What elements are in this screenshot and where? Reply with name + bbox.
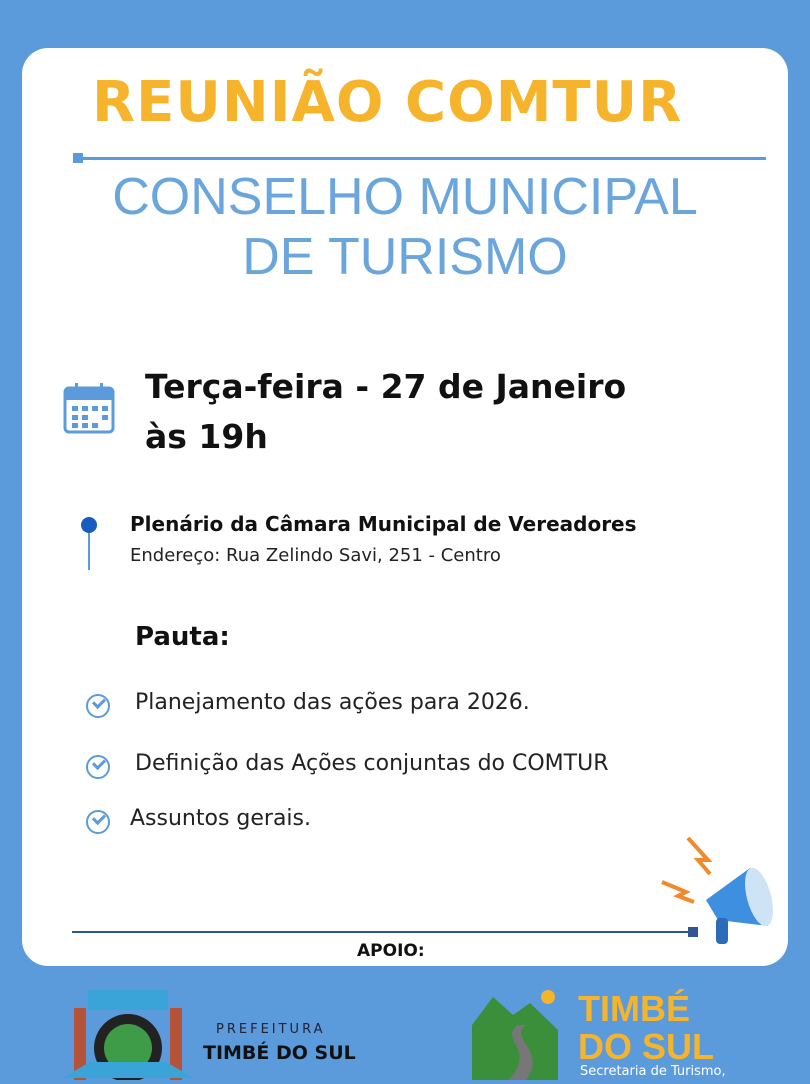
- prefeitura-coat-of-arms-logo: [60, 982, 195, 1080]
- agenda-item: Assuntos gerais.: [130, 806, 311, 831]
- event-place: Plenário da Câmara Municipal de Vereadores: [130, 512, 637, 536]
- event-address: Endereço: Rua Zelindo Savi, 251 - Centro: [130, 545, 501, 566]
- check-icon: [86, 755, 110, 779]
- date-line: Terça-feira - 27 de Janeiro: [145, 367, 627, 406]
- tourism-subtitle: Secretaria de Turismo,: [580, 1064, 726, 1079]
- time-line: às 19h: [145, 417, 268, 456]
- agenda-item: Planejamento das ações para 2026.: [135, 690, 530, 715]
- calendar-icon: [63, 382, 115, 434]
- tourism-logo-line1: TIMBÉ: [578, 988, 690, 1029]
- title: REUNIÃO COMTUR: [92, 70, 683, 135]
- divider: [78, 157, 766, 160]
- tourism-logo-line2: DO SUL: [578, 1026, 715, 1067]
- apoio-label: APOIO:: [357, 941, 425, 961]
- agenda-title: Pauta:: [135, 622, 230, 652]
- check-icon: [86, 810, 110, 834]
- prefeitura-label: PREFEITURA: [216, 1022, 326, 1037]
- event-date: [145, 362, 626, 462]
- location-pin-icon: [80, 516, 98, 572]
- footer-divider-marker: [688, 927, 698, 937]
- agenda-item: Definição das Ações conjuntas do COMTUR: [135, 751, 609, 776]
- tourism-logo-emblem: [468, 985, 563, 1080]
- subtitle-line1: CONSELHO MUNICIPAL: [112, 168, 698, 226]
- subtitle-line2: DE TURISMO: [242, 228, 568, 286]
- prefeitura-name: TIMBÉ DO SUL: [203, 1042, 356, 1064]
- tourism-logo-text: [578, 990, 714, 1066]
- check-icon: [86, 694, 110, 718]
- footer-divider: [72, 931, 692, 933]
